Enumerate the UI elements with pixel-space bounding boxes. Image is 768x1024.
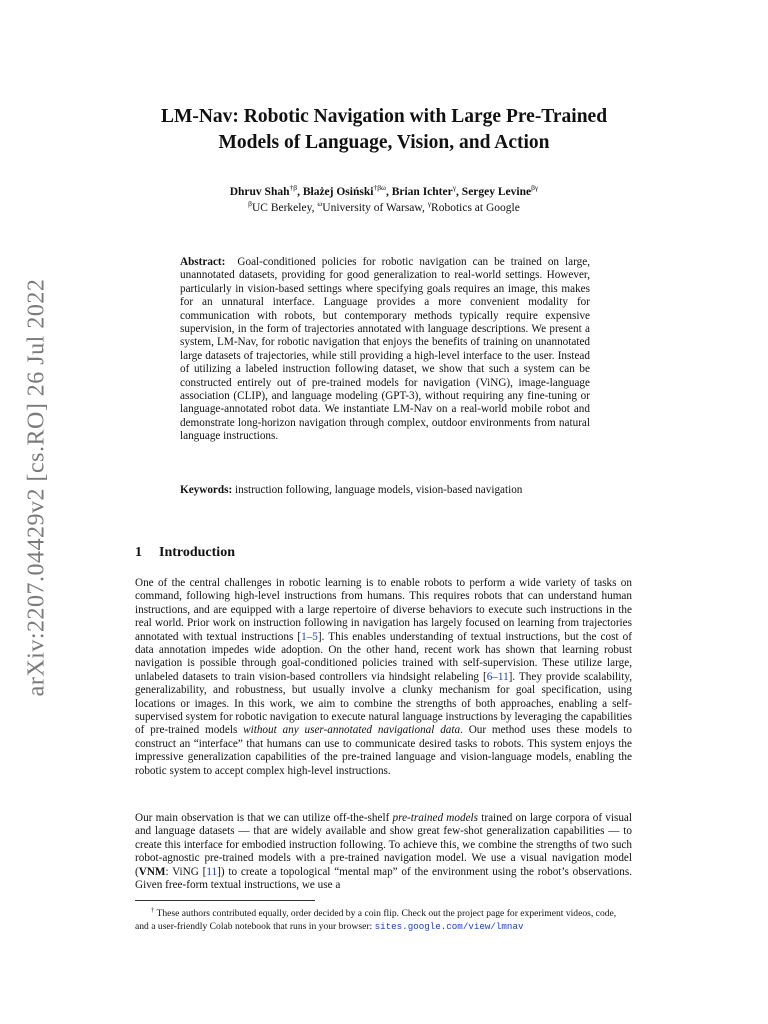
emphasis-text: without any user-annotated navigational data (243, 724, 461, 737)
footnote (135, 905, 632, 933)
intro-paragraph-2 (135, 812, 632, 892)
author-marks: †β (289, 183, 298, 192)
emphasis-text: pre-trained models (392, 812, 478, 824)
author-name: Dhruv Shah (229, 185, 290, 198)
paper-title-line-1: LM-Nav: Robotic Navigation with Large Pre-Trained (160, 106, 608, 127)
affiliation-mark: ω (317, 199, 323, 208)
text-run: : ViNG [ (165, 865, 207, 878)
footnote-mark: † (151, 907, 155, 914)
text-run: One of the central challenges in robotic learning is to enable robots to perform a wide variety of tasks on command, following high-level instructions from humans. This requires robots that can understand human instructions, and are equipped with a large repertoire of diverse behaviors to execute such instructions in the real world. Prior work on instruction following in navigation has largely focused on learning from trajectories annotated with textual instructions [ (135, 577, 632, 643)
affiliation-berkeley: UC Berkeley, (251, 201, 318, 214)
text-run: . Our method uses these models to construct an “interface” that humans can use to communicate desired tasks to robots. This system enjoys the impressive generalization capabilities of the pre-trained language and vision-language models, enabling the robotic system to accept complex high-level instructions. (135, 724, 632, 777)
text-run: ]. They provide scalability, generalizability, and robustness, but usually involve a clunky mechanism for goal specification, using locations or images. In this work, we aim to combine the strengths of both approaches, enabling a self-supervised system for robotic navigation to execute natural language instructions by leveraging the capabilities of pre-trained models (135, 670, 633, 737)
author-marks: βγ (531, 183, 539, 192)
author-name: Brian Ichter (391, 185, 453, 198)
affiliation-google: Robotics at Google (431, 201, 520, 214)
keywords (180, 484, 590, 497)
author-separator: , (456, 185, 462, 198)
section-number: 1 (135, 545, 142, 560)
paper-title-line-2: Models of Language, Vision, and Action (218, 132, 550, 153)
project-page-link[interactable]: sites.google.com/view/lmnav (374, 920, 524, 932)
arxiv-identifier-text: arXiv:2207.04429v2 [cs.RO] 26 Jul 2022 (23, 278, 50, 696)
citation-link[interactable]: 11 (206, 865, 218, 878)
text-run: Our main observation is that we can utilize off-the-shelf (135, 812, 393, 824)
citation-link[interactable]: 6–11 (486, 670, 509, 683)
author-marks: †βω (373, 183, 386, 192)
abstract-text: Goal-conditioned policies for robotic navigation can be trained on large, unannotated datasets, providing for good generalization to real-world settings. However, particularly in vision-based settings where specifying goals requires an image, this makes for an unnatural interface. Language provides a more convenient modality for communication with robots, but contemporary methods typically require expensive supervision, in the form of trajectories annotated with language descriptions. We present a system, LM-Nav, for robotic navigation that enjoys the benefits of training on unannotated large datasets of trajectories, while still providing a high-level interface to the user. Instead of utilizing a labeled instruction following dataset, we show that such a system can be constructed entirely out of pre-trained models for navigation (ViNG), image-language association (CLIP), and language modeling (GPT-3), without requiring any fine-tuning or language-annotated robot data. We instantiate LM-Nav on a real-world mobile robot and demonstrate long-horizon navigation through complex, outdoor environments from natural language instructions. (180, 256, 590, 443)
section-title: Introduction (159, 545, 235, 560)
intro-paragraph-1 (135, 577, 632, 778)
paper-title (100, 104, 668, 156)
author-name: Błażej Osiński (302, 185, 374, 198)
footnote-text: These authors contributed equally, order decided by a coin flip. Check out the project page for experiment videos, code, and a user-friendly Colab notebook that runs in your browser: (135, 908, 617, 932)
text-run: ]. This enables understanding of textual instructions, but the cost of data annotation impedes wide adoption. On the other hand, recent work has shown that learning robust navigation is possible through goal-conditioned policies trained with self-supervision. These utilize large, unlabeled datasets to train vision-based controllers via hindsight relabeling [ (135, 630, 632, 683)
abstract-label: Abstract: (180, 256, 226, 268)
text-run: ]) to create a topological “mental map” of the environment using the robot’s observations. Given free-form textual instructions, we use a (135, 865, 632, 892)
keywords-label: Keywords: (180, 484, 233, 496)
author-separator: , (297, 185, 303, 198)
author-separator: , (385, 185, 392, 198)
footnote-divider (135, 900, 315, 901)
arxiv-identifier (22, 278, 52, 696)
text-run: trained on large corpora of visual and language datasets — that are widely available and show great few-shot generalization capabilities — to create this interface for embodied instruction following. To achieve this, we combine the strengths of two such robot-agnostic pre-trained models with a pre-trained navigation model. We use a visual navigation model ( (135, 812, 632, 878)
bold-term-vnm: VNM (138, 865, 166, 878)
author-name: Sergey Levine (461, 185, 532, 198)
author-marks: γ (452, 183, 457, 192)
keywords-text: instruction following, language models, vision-based navigation (235, 484, 523, 496)
citation-link[interactable]: 1–5 (301, 630, 318, 643)
affiliation-mark: γ (427, 199, 432, 208)
abstract (180, 256, 590, 444)
affiliations (100, 196, 668, 216)
section-heading-introduction (135, 545, 235, 561)
affiliation-mark: β (248, 199, 252, 208)
affiliation-warsaw: University of Warsaw, (322, 201, 428, 214)
